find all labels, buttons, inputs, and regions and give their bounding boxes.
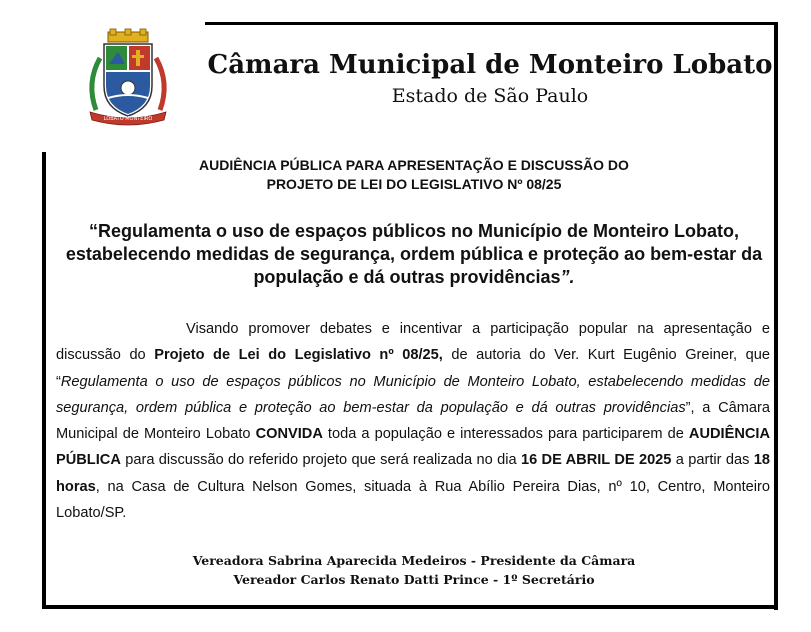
frame-left-line: [42, 152, 46, 608]
body-text-5: para discussão do referido projeto que será realizada no dia: [120, 452, 521, 469]
hearing-time: 18 horas: [56, 452, 770, 495]
quote-line-3-text: população e dá outras providências: [253, 267, 561, 287]
crest-motto: LOBATO MONTEIRO: [103, 116, 153, 122]
coat-of-arms-icon: [78, 28, 178, 128]
notice-heading-line-1: AUDIÊNCIA PÚBLICA PARA APRESENTAÇÃO E DISCUSSÃO DO: [199, 157, 629, 173]
frame-right-line: [774, 22, 778, 610]
notice-heading-line-2: PROJETO DE LEI DO LEGISLATIVO Nº 08/25: [266, 176, 562, 192]
page-subtitle: Estado de São Paulo: [391, 85, 589, 107]
body-text-3: ”, a Câmara Municipal de Monteiro Lobato: [56, 399, 771, 443]
signature-president: Vereadora Sabrina Aparecida Medeiros - Presidente da Câmara: [192, 553, 636, 568]
hearing-word: AUDIÊNCIA PÚBLICA: [56, 426, 770, 469]
frame-top-line: [205, 22, 777, 25]
invite-word: CONVIDA: [255, 426, 323, 443]
frame-bottom-line: [42, 605, 778, 609]
body-text-1: Visando promover debates e incentivar a participação popular na apresentação e discussão do: [56, 321, 770, 364]
hearing-date: 16 DE ABRIL DE 2025: [520, 452, 672, 469]
body-text-6: a partir das: [671, 452, 754, 469]
bill-summary-quote: [58, 220, 770, 289]
notice-heading: [60, 156, 768, 194]
page-title: Câmara Municipal de Monteiro Lobato: [207, 50, 773, 80]
body-text-7: , na Casa de Cultura Nelson Gomes, situada à Rua Abílio Pereira Dias, nº 10, Centro, Monteiro Lobato/SP.: [56, 478, 770, 522]
bill-number: Projeto de Lei do Legislativo nº 08/25,: [154, 347, 443, 364]
quote-line-3: [58, 266, 770, 289]
signature-secretary: Vereador Carlos Renato Datti Prince - 1º Secretário: [233, 572, 595, 587]
body-text-4: toda a população e interessados para participarem de: [322, 426, 689, 443]
quote-line-1: “Regulamenta o uso de espaços públicos no Município de Monteiro Lobato,: [88, 221, 740, 241]
invitation-paragraph: [56, 316, 770, 526]
quote-close: ”.: [560, 267, 575, 287]
quote-line-2: estabelecendo medidas de segurança, ordem pública e proteção ao bem-estar da: [65, 244, 763, 264]
bill-description: Regulamenta o uso de espaços públicos no Município de Monteiro Lobato, estabelecendo medidas de segurança, ordem pública e proteção ao bem-estar da população e dá outras providências: [56, 373, 770, 416]
body-text-2: de autoria do Ver. Kurt Eugênio Greiner, que “: [56, 347, 770, 390]
